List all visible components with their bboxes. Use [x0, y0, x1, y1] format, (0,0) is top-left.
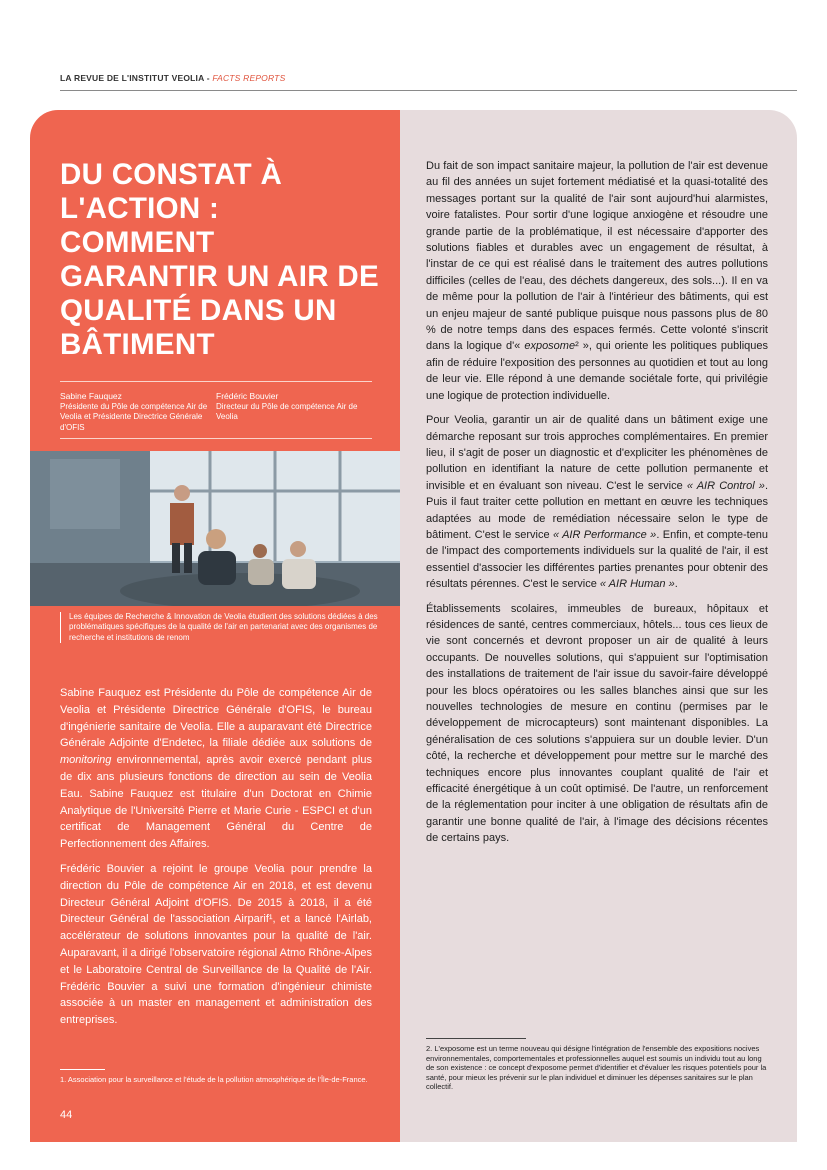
footnote-2: 2. L'exposome est un terme nouveau qui désigne l'intégration de l'ensemble des expositions nocives environnementales, comportementales et professionnelles auquel est soumis un individu tout au long de son existence : ce concept d'exposome permet d'identifier et d'évaluer les risques potentiels pour la santé, pour mieux les prévenir sur le plan individuel et diminuer les dépenses sanitaires sur le plan collectif.	[426, 1044, 767, 1091]
service-name-air-control: « AIR Control »	[686, 479, 765, 492]
article-paragraph-3: Établissements scolaires, immeubles de bureaux, hôpitaux et résidences de santé, centres commerciaux, hôtels... tous ces lieux de vie sont concernés et devront proposer un air de qualité à leurs occupants. De nouvelles solutions, qui s'appuient sur l'optimisation des installations de traitement de l'air issue du savoir-faire développé pour les blocs opératoires ou les salles blanches ainsi que sur les nouvelles technologies de mesure en continu (permises par le développement de microcapteurs) sont maintenant disponibles. La généralisation de ces solutions s'appuiera sur un double levier. D'un côté, la recherche et développement pour mettre sur le marché des techniques encore plus innovantes couplant qualité de l'air et efficacité énergétique à un coût optimisé. De l'autre, un renforcement de la réglementation pour inciter à une obligation de résultats afin de garantir une bonne qualité de l'air, à l'image des décisions récentes de certains pays.	[426, 602, 768, 845]
italic-term: monitoring	[60, 754, 112, 767]
text-run: ² », qui oriente les politiques publiques afin de réduire l'exposition des personnes au quotidien et tout au long de leur vie. Elle répond à une demande sociétale forte, qui privilégie une logique de protection individuelle.	[426, 340, 769, 402]
text-run: Sabine Fauquez est Présidente du Pôle de compétence Air de Veolia et Présidente Directrice Générale d'OFIS, le bureau d'ingénierie sanitaire de Veolia. Elle a auparavant été Directrice Générale Adjointe d'Endetec, la filiale dédiée aux solutions de	[60, 687, 372, 750]
journal-title: LA REVUE DE L'INSTITUT VEOLIA	[60, 73, 205, 83]
text-run: . Puis il faut traiter cette pollution en mettant en œuvre les techniques adaptées au mode de remédiation nécessaire selon le type de bâtiment. C'est le service	[426, 479, 768, 541]
team-meeting-photo	[30, 451, 400, 606]
biography-paragraph-1	[60, 685, 372, 853]
article-paragraph-2	[426, 412, 768, 592]
authors-bottom-rule	[60, 438, 372, 439]
text-run: Pour Veolia, garantir un air de qualité dans un bâtiment exige une démarche reposant sur trois approches complémentaires. En premier lieu, il s'agit de poser un diagnostic et d'expliciter les phénomènes de pollution en identifiant la nature de cette pollution permanente et invisible et en évaluant son niveau. C'est le service	[426, 414, 768, 492]
biography-text	[60, 685, 372, 1037]
page-number: 44	[60, 1109, 73, 1121]
text-run: .	[674, 578, 678, 591]
text-run: . Enfin, et compte-tenu de l'impact des comportements individuels sur la qualité de l'air, il est essentiel d'associer les différentes parties prenantes pour obtenir des résultats pérennes. C'est le service	[426, 528, 769, 591]
header-separator: -	[204, 73, 213, 83]
author-2-role: Directeur du Pôle de compétence Air de Veolia	[216, 401, 358, 421]
article-title: DU CONSTAT À L'ACTION : COMMENT GARANTIR UN AIR DE QUALITÉ DANS UN BÂTIMENT	[60, 158, 379, 361]
italic-term: exposome	[524, 340, 576, 353]
author-1-name: Sabine Fauquez	[60, 391, 122, 401]
article-body	[426, 158, 768, 855]
article-paragraph-1	[426, 158, 768, 404]
author-2-name: Frédéric Bouvier	[216, 391, 279, 401]
text-run: Du fait de son impact sanitaire majeur, la pollution de l'air est devenue au fil des années un sujet fortement médiatisé et la quasi-totalité des messages portant sur la qualité de l'air sont aujourd'hui alarmistes, voire fatalistes. Pour sortir d'une logique anxiogène et résoudre une grande partie de la problématique, il est nécessaire d'apporter des solutions fiables et durables avec un engagement de résultat, à l'instar de ce qui est réalisé dans le traitement des autres pollutions difficiles (celles de l'eau, des déchets dangereux, des sols...). Il en va de même pour la pollution de l'air à l'intérieur des bâtiments, qui est un enjeu majeur de santé publique puisque nous passons plus de 80 % de notre temps dans des espaces fermés. Cette volonté s'inscrit dans la logique d'«	[426, 160, 768, 353]
journal-subtitle: FACTS REPORTS	[212, 73, 286, 83]
author-1-role: Présidente du Pôle de compétence Air de Veolia et Présidente Directrice Générale d'OFIS	[60, 401, 208, 432]
text-run: environnemental, après avoir exercé pendant plus de dix ans plusieurs fonctions de direction au sein de Veolia Eau. Sabine Fauquez est titulaire d'un Doctorat en Chimie Analytique de l'Université Pierre et Marie Curie - ESPCI et d'un certificat de Management Général du Centre de Perfectionnement des Affaires.	[60, 754, 372, 851]
footnote-rule-right	[426, 1038, 526, 1039]
service-name-air-performance: « AIR Performance »	[552, 528, 657, 541]
service-name-air-human: « AIR Human »	[599, 578, 675, 591]
authors-top-rule	[60, 381, 372, 382]
photo-illustration	[30, 451, 400, 606]
author-1	[60, 391, 210, 433]
footnote-rule-left	[60, 1069, 105, 1070]
footnote-1: 1. Association pour la surveillance et l'étude de la pollution atmosphérique de l'Île-de-France.	[60, 1075, 368, 1084]
running-header	[60, 73, 285, 83]
header-rule	[60, 90, 797, 91]
photo-caption: Les équipes de Recherche & Innovation de Veolia étudient des solutions dédiées à des problématiques spécifiques de la qualité de l'air en partenariat avec des organismes de recherche et institutions de renom	[60, 612, 381, 643]
author-2	[216, 391, 372, 423]
biography-paragraph-2: Frédéric Bouvier a rejoint le groupe Veolia pour prendre la direction du Pôle de compétence Air en 2018, et est devenu Directeur Général Adjoint d'OFIS. De 2015 à 2018, il a été Directeur Général de l'association Airparif¹, et a lancé l'Airlab, accélérateur de solutions innovantes pour la qualité de l'air. Auparavant, il a dirigé l'observatoire régional Atmo Rhône-Alpes et le Laboratoire Central de Surveillance de la Qualité de l'Air. Frédéric Bouvier a suivi une formation d'ingénieur chimiste associée à un master en management et administration des entreprises.	[60, 862, 372, 1027]
